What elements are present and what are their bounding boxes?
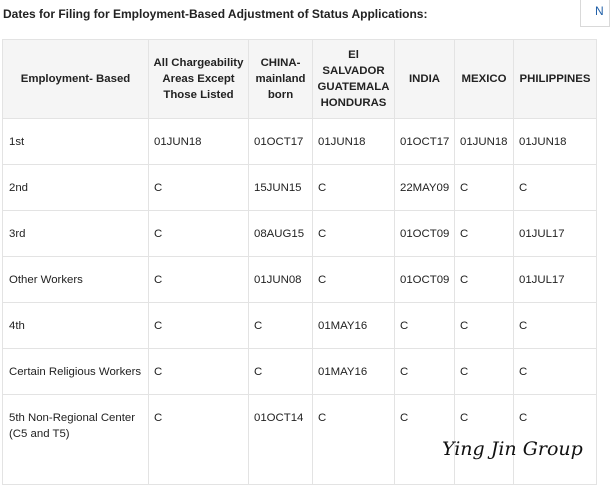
table-cell: 01MAY16 xyxy=(313,349,395,395)
filing-dates-table xyxy=(2,39,597,485)
row-label: 5th Non-Regional Center (C5 and T5) xyxy=(3,395,149,485)
table-cell: C xyxy=(395,349,455,395)
table-cell: C xyxy=(514,303,597,349)
col-header-all-chargeability: All Chargeability Areas Except Those Listed xyxy=(149,40,249,119)
table-cell: C xyxy=(313,257,395,303)
table-cell: 01OCT17 xyxy=(249,119,313,165)
table-row xyxy=(3,257,597,303)
col-header-china: CHINA-mainland born xyxy=(249,40,313,119)
watermark: Ying Jin Group xyxy=(442,438,583,460)
table-cell: C xyxy=(455,165,514,211)
row-label: 3rd xyxy=(3,211,149,257)
table-cell: C xyxy=(455,349,514,395)
table-cell: 01JUN18 xyxy=(455,119,514,165)
col-header-india: INDIA xyxy=(395,40,455,119)
table-cell: 01OCT17 xyxy=(395,119,455,165)
col-header-philippines: PHILIPPINES xyxy=(514,40,597,119)
table-cell: C xyxy=(395,395,455,485)
table-cell: 01JUN18 xyxy=(313,119,395,165)
table-cell: 01MAY16 xyxy=(313,303,395,349)
col-header-mexico: MEXICO xyxy=(455,40,514,119)
table-row xyxy=(3,211,597,257)
row-label: Other Workers xyxy=(3,257,149,303)
table-cell: C xyxy=(514,165,597,211)
table-cell: 15JUN15 xyxy=(249,165,313,211)
table-cell: C xyxy=(249,349,313,395)
table-cell: 01JUN08 xyxy=(249,257,313,303)
table-cell: 01OCT14 xyxy=(249,395,313,485)
table-cell: 01JUL17 xyxy=(514,211,597,257)
row-label: 1st xyxy=(3,119,149,165)
table-cell: C xyxy=(455,211,514,257)
table-cell: 01OCT09 xyxy=(395,257,455,303)
table-cell: C xyxy=(149,349,249,395)
table-cell: C xyxy=(149,165,249,211)
table-cell: C xyxy=(395,303,455,349)
table-cell: C xyxy=(149,303,249,349)
col-header-employment-based: Employment- Based xyxy=(3,40,149,119)
table-row xyxy=(3,165,597,211)
table-cell: C xyxy=(313,395,395,485)
table-header-row xyxy=(3,40,597,119)
table-cell: C xyxy=(249,303,313,349)
row-label: 4th xyxy=(3,303,149,349)
table-cell: 01JUN18 xyxy=(514,119,597,165)
table-cell: 01OCT09 xyxy=(395,211,455,257)
table-cell: 08AUG15 xyxy=(249,211,313,257)
table-cell: C xyxy=(149,395,249,485)
table-row xyxy=(3,349,597,395)
corner-tab[interactable]: N xyxy=(580,0,610,27)
table-cell: C xyxy=(455,303,514,349)
table-cell: C xyxy=(313,165,395,211)
page-title: Dates for Filing for Employment-Based Adjustment of Status Applications: xyxy=(3,7,428,21)
table-cell: C xyxy=(149,257,249,303)
table-cell: 01JUL17 xyxy=(514,257,597,303)
table-row xyxy=(3,119,597,165)
table-cell: C xyxy=(313,211,395,257)
table-cell: C xyxy=(149,211,249,257)
table-cell: 01JUN18 xyxy=(149,119,249,165)
table-cell: 22MAY09 xyxy=(395,165,455,211)
table-cell: C xyxy=(455,395,514,485)
table-cell: C xyxy=(514,349,597,395)
row-label: 2nd xyxy=(3,165,149,211)
table-cell: C xyxy=(514,395,597,485)
row-label: Certain Religious Workers xyxy=(3,349,149,395)
table-row xyxy=(3,303,597,349)
table-cell: C xyxy=(455,257,514,303)
col-header-el-salvador: El SALVADOR GUATEMALA HONDURAS xyxy=(313,40,395,119)
